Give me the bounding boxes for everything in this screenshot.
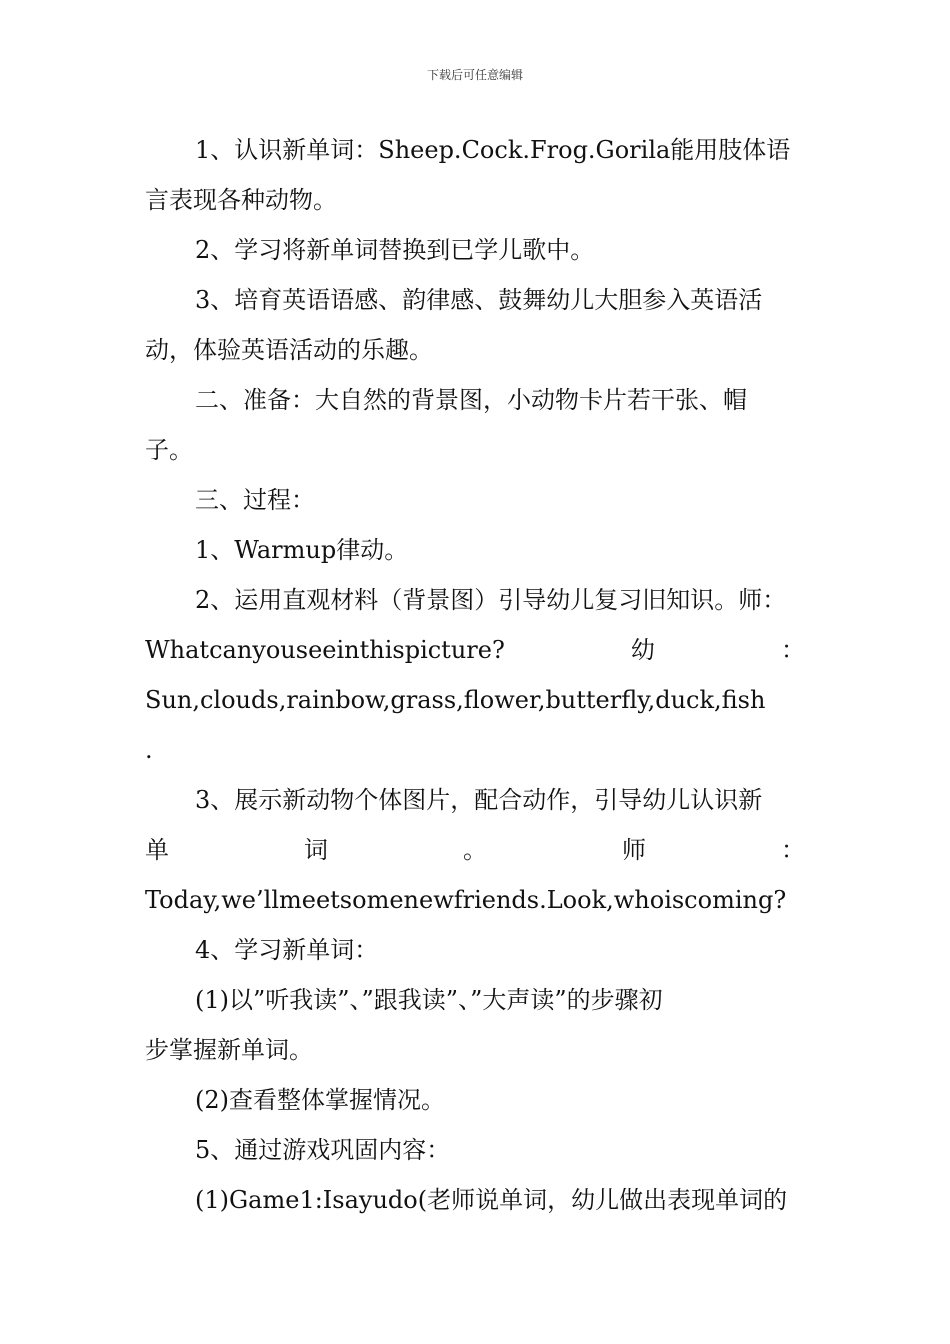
word-ci: 词 <box>304 836 328 864</box>
dialogue-answer: Sun,clouds,rainbow,grass,flower,butterfly,duck,fish <box>145 686 766 714</box>
preparation-cont: 子。 <box>145 436 193 464</box>
objective-1-cont: 言表现各种动物。 <box>145 186 337 214</box>
word-period: 。 <box>463 836 487 864</box>
process-heading: 三、过程： <box>195 486 315 514</box>
preparation-heading: 二、准备：大自然的背景图，小动物卡片若干张、帽 <box>195 386 747 414</box>
process-step-4: 4、学习新单词： <box>195 936 379 964</box>
step-4-item-1-cont: 步掌握新单词。 <box>145 1036 313 1064</box>
word-dan: 单 <box>145 836 169 864</box>
process-step-1: 1、Warmup律动。 <box>195 536 409 564</box>
step-4-item-1: (1)以”听我读”、”跟我读”、”大声读”的步骤初 <box>195 986 663 1014</box>
objective-1: 1、认识新单词：Sheep.Cock.Frog.Gorila能用肢体语 <box>195 136 791 164</box>
word-colon: ： <box>781 836 805 864</box>
teacher-speech: Today,we’llmeetsomenewfriends.Look,whoiscoming? <box>145 886 787 914</box>
process-step-2-dialogue <box>145 635 805 665</box>
process-step-3-cont <box>145 835 805 865</box>
process-step-3: 3、展示新动物个体图片，配合动作，引导幼儿认识新 <box>195 786 763 814</box>
dialogue-colon: ： <box>780 636 805 664</box>
objective-3-cont: 动，体验英语活动的乐趣。 <box>145 336 433 364</box>
dialogue-child: 幼 <box>630 636 655 664</box>
objective-2: 2、学习将新单词替换到已学儿歌中。 <box>195 236 595 264</box>
dialogue-answer-end: . <box>145 736 153 764</box>
page-header: 下载后可任意编辑 <box>426 68 523 82</box>
word-shi: 师 <box>622 836 646 864</box>
process-step-2: 2、运用直观材料（背景图）引导幼儿复习旧知识。师： <box>195 586 787 614</box>
step-5-item-1: (1)Game1:Isayudo(老师说单词，幼儿做出表现单词的 <box>195 1186 788 1214</box>
step-4-item-2: (2)查看整体掌握情况。 <box>195 1086 445 1114</box>
process-step-5: 5、通过游戏巩固内容： <box>195 1136 451 1164</box>
dialogue-question: Whatcanyouseeinthispicture? <box>145 636 505 664</box>
objective-3: 3、培育英语语感、韵律感、鼓舞幼儿大胆参入英语活 <box>195 286 763 314</box>
